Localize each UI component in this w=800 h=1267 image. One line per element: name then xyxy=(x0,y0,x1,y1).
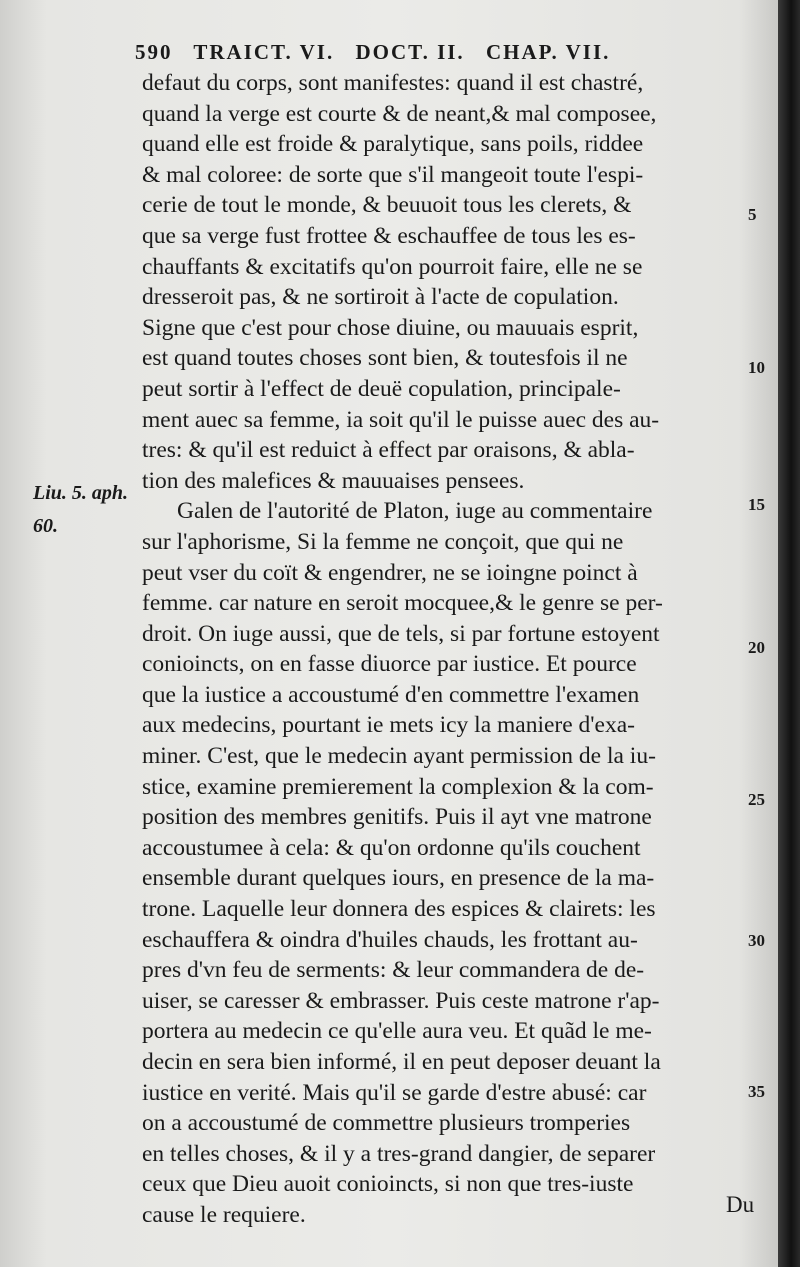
line-number: 35 xyxy=(748,1082,765,1101)
line-number: 20 xyxy=(748,638,765,657)
text-line: defaut du corps, sont manifestes: quand il est chastré, xyxy=(142,70,644,96)
text-line: trone. Laquelle leur donnera des espices & clairets: les xyxy=(142,896,656,923)
text-line: uiser, se caresser & embrasser. Puis ceste matrone r'ap- xyxy=(142,987,660,1014)
text-line: eschauffera & oindra d'huiles chauds, les frottant au- xyxy=(142,926,638,953)
text-line: droit. On iuge aussi, que de tels, si par fortune estoyent xyxy=(142,620,660,647)
page-number: 590 xyxy=(135,40,173,64)
text-line: en telles choses, & il y a tres-grand dangier, de separer xyxy=(142,1140,656,1167)
text-line: portera au medecin ce qu'elle aura veu. Et quãd le me- xyxy=(142,1018,652,1045)
text-line: tion des malefices & mauuaises pensees. xyxy=(142,467,525,494)
line-number: 15 xyxy=(748,495,765,514)
text-line: ensemble durant quelques iours, en presence de la ma- xyxy=(142,865,655,892)
text-line: tres: & qu'il est reduict à effect par oraisons, & abla- xyxy=(142,437,635,464)
text-line: miner. C'est, que le medecin ayant permission de la iu- xyxy=(142,743,656,770)
text-line: position des membres genitifs. Puis il ayt vne matrone xyxy=(142,804,652,831)
text-line: Galen de l'autorité de Platon, iuge au commentaire xyxy=(177,498,653,525)
page-edge-shadow xyxy=(778,0,800,1267)
header-doctrine: DOCT. II. xyxy=(355,40,465,64)
text-line: ment auec sa femme, ia soit qu'il le puisse auec des au- xyxy=(142,406,660,433)
text-line: sur l'aphorisme, Si la femme ne conçoit, que qui ne xyxy=(142,528,624,555)
text-line: ceux que Dieu auoit conioincts, si non que tres-iuste xyxy=(142,1171,634,1198)
text-line: iustice en verité. Mais qu'il se garde d'estre abusé: car xyxy=(142,1079,647,1106)
text-line: Signe que c'est pour chose diuine, ou mauuais esprit, xyxy=(142,314,639,341)
text-line: cause le requiere. xyxy=(142,1201,306,1228)
text-line: peut vser du coït & engendrer, ne se ioingne poinct à xyxy=(142,559,638,586)
catchword: Du xyxy=(726,1192,755,1217)
text-line: stice, examine premierement la complexion & la com- xyxy=(142,773,654,800)
header-treatise: TRAICT. VI. xyxy=(193,40,335,64)
text-line: est quand toutes choses sont bien, & toutesfois il ne xyxy=(142,345,628,372)
text-line: aux medecins, pourtant ie mets icy la maniere d'exa- xyxy=(142,712,635,739)
text-line: cerie de tout le monde, & beuuoit tous les clerets, & xyxy=(142,192,632,219)
line-number: 25 xyxy=(748,790,765,809)
text-line: quand elle est froide & paralytique, sans poils, riddee xyxy=(142,131,644,158)
margin-reference-cont: 60. xyxy=(33,515,58,537)
margin-reference: Liu. 5. aph. xyxy=(33,482,129,504)
running-header xyxy=(135,40,735,65)
header-chapter: CHAP. VII. xyxy=(485,40,611,64)
text-line: peut sortir à l'effect de deuë copulation, principale- xyxy=(142,375,621,402)
text-line: que la iustice a accoustumé d'en commettre l'examen xyxy=(142,681,640,708)
text-line: femme. car nature en seroit mocquee,& le genre se per- xyxy=(142,590,663,617)
text-line: conioincts, on en fasse diuorce par iustice. Et pource xyxy=(142,651,637,678)
body-text xyxy=(142,68,774,1231)
text-line: pres d'vn feu de serments: & leur commandera de de- xyxy=(142,957,645,984)
text-line: que sa verge fust frottee & eschauffee de tous les es- xyxy=(142,222,636,249)
line-number: 10 xyxy=(748,358,765,377)
text-line: on a accoustumé de commettre plusieurs tromperies xyxy=(142,1110,631,1137)
text-line: decin en sera bien informé, il en peut deposer deuant la xyxy=(142,1049,661,1075)
text-line: dresseroit pas, & ne sortiroit à l'acte de copulation. xyxy=(142,284,619,311)
text-line: accoustumee à cela: & qu'on ordonne qu'ils couchent xyxy=(142,834,641,861)
line-number: 5 xyxy=(748,205,757,224)
text-line: & mal coloree: de sorte que s'il mangeoit toute l'espi- xyxy=(142,161,644,188)
text-line: chauffants & excitatifs qu'on pourroit faire, elle ne se xyxy=(142,253,643,280)
text-line: quand la verge est courte & de neant,& mal composee, xyxy=(142,100,657,127)
line-number: 30 xyxy=(748,931,765,950)
